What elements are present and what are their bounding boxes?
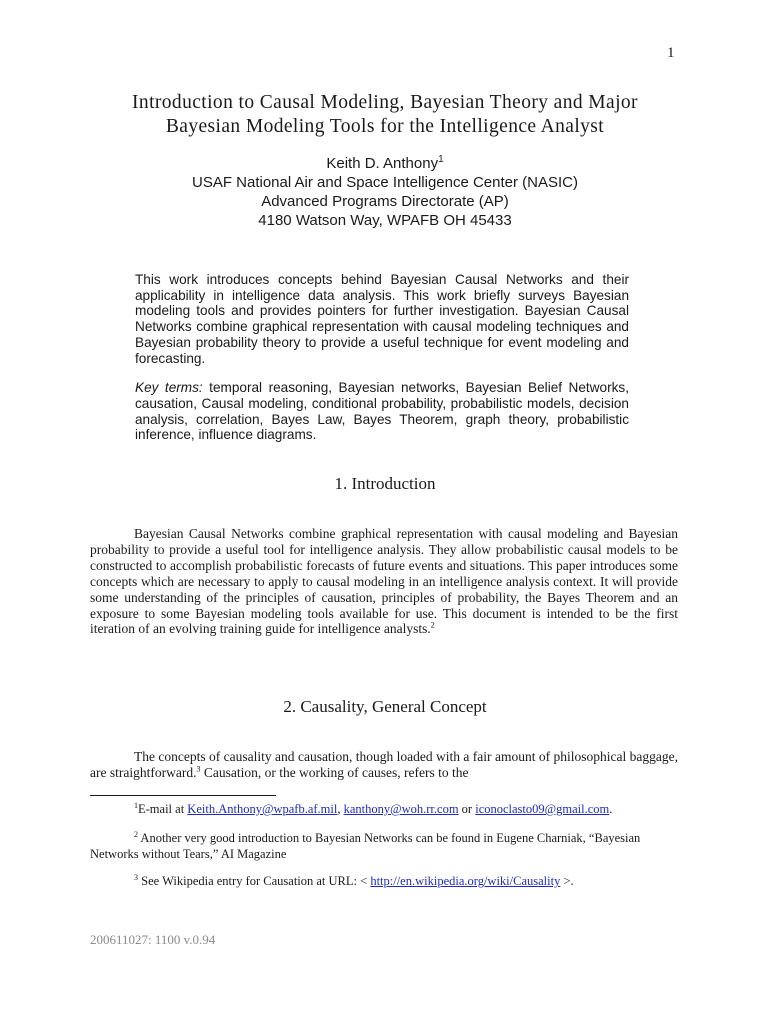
footnote-3 [90, 874, 678, 890]
author-footnote-mark: 1 [438, 154, 444, 165]
causality-text-part2: Causation, or the working of causes, refers to the [200, 764, 469, 780]
footnote-ref-2[interactable]: 2 [430, 620, 435, 630]
author-name-line [90, 150, 680, 173]
footnote-1 [90, 802, 678, 818]
paper-title [90, 91, 680, 139]
footnote-3-prefix: See Wikipedia entry for Causation at URL: < [138, 874, 371, 888]
introduction-paragraph [90, 526, 678, 637]
footnote-2 [90, 831, 678, 862]
footnote-2-mark: 2 [134, 829, 138, 839]
footnote-1-sep1: , [337, 802, 344, 816]
page-number: 1 [667, 45, 675, 61]
footnote-3-suffix: >. [560, 874, 574, 888]
introduction-text: Bayesian Causal Networks combine graphical representation with causal modeling and Bayesian probability to provide a useful tool for intelligence analysis. They allow probabilistic causal models to be constructed to accomplish probabilistic forecasts of future events and situations. This paper introduces some concepts which are necessary to apply to causal modeling in an intelligence analysis context. It will provide some understanding of the principles of causation, principles of probability, the Bayes Theorem and an exposure to some Bayesian modeling tools available for use. This document is intended to be the first iteration of an evolving training guide for intelligence analysts. [90, 526, 678, 637]
footnote-1-suffix: . [609, 802, 613, 816]
footnote-ref-3[interactable]: 3 [196, 764, 201, 774]
footnote-1-mark: 1 [134, 800, 138, 810]
wikipedia-causality-link[interactable]: http://en.wikipedia.org/wiki/Causality [370, 874, 561, 888]
footnote-2-text: Another very good introduction to Bayesian Networks can be found in Eugene Charniak, “Bayesian Networks without Tears,” AI Magazine [90, 831, 641, 861]
title-line-1: Introduction to Causal Modeling, Bayesian Theory and Major [132, 92, 638, 113]
introduction-body [90, 526, 678, 637]
abstract-text: This work introduces concepts behind Bayesian Causal Networks and their applicability in intelligence data analysis. This work briefly surveys Bayesian modeling tools and provides pointers for further investigation. Bayesian Causal Networks combine graphical representation with causal modeling techniques and Bayesian probability theory to provide a useful technique for event modeling and forecasting. [135, 272, 629, 366]
footnote-divider [90, 795, 276, 796]
causality-text-part1: The concepts of causality and causation, though loaded with a fair amount of philosophical baggage, are straightforward. [90, 749, 678, 780]
author-name: Keith D. Anthony [326, 155, 439, 172]
footnote-1-prefix: E-mail at [138, 802, 188, 816]
author-directorate: Advanced Programs Directorate (AP) [261, 193, 509, 210]
author-address: 4180 Watson Way, WPAFB OH 45433 [258, 212, 512, 229]
causality-body [90, 749, 678, 781]
section-heading-causality: 2. Causality, General Concept [283, 697, 487, 716]
abstract [135, 272, 629, 443]
causality-paragraph [90, 749, 678, 781]
email-link-woh[interactable]: kanthony@woh.rr.com [343, 802, 459, 816]
key-terms-list: temporal reasoning, Bayesian networks, Bayesian Belief Networks, causation, Causal modeling, conditional probability, probabilistic models, decision analysis, correlation, Bayes Law, Bayes Theorem, graph theory, probabilistic inference, influence diagrams. [135, 380, 629, 443]
section-heading-introduction: 1. Introduction [334, 474, 436, 493]
footnote-3-mark: 3 [134, 872, 138, 882]
version-footer: 200611027: 1100 v.0.94 [90, 932, 216, 947]
author-organization: USAF National Air and Space Intelligence Center (NASIC) [191, 174, 578, 191]
key-terms [135, 380, 629, 443]
key-terms-label: Key terms: [135, 380, 203, 396]
email-link-wpafb[interactable]: Keith.Anthony@wpafb.af.mil [187, 802, 338, 816]
title-line-2: Bayesian Modeling Tools for the Intelligence Analyst [165, 116, 605, 137]
footnote-1-sep2: or [458, 802, 476, 816]
author-block [90, 150, 680, 230]
email-link-gmail[interactable]: iconoclasto09@gmail.com [475, 802, 610, 816]
